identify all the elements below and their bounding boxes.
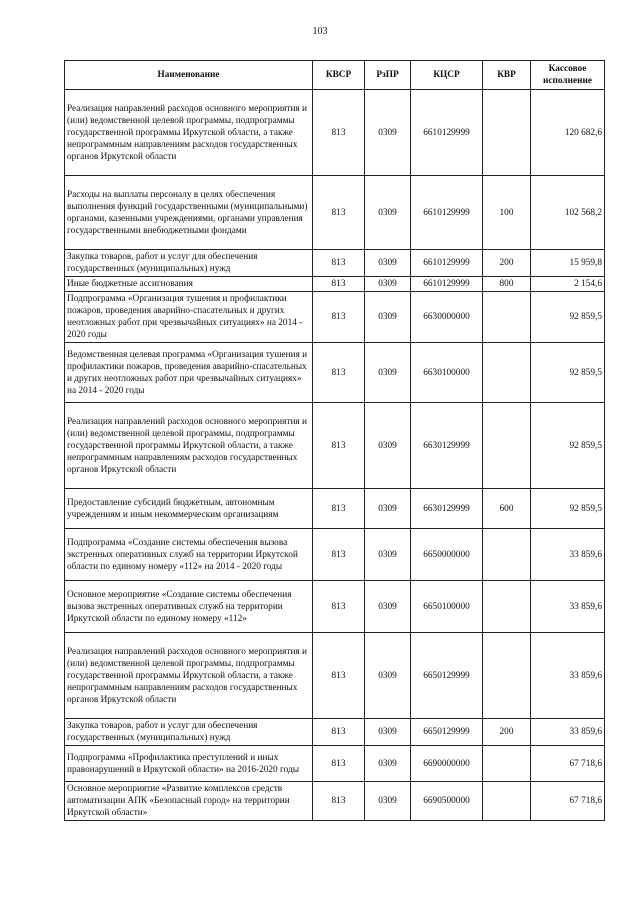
header-name: Наименование — [65, 61, 313, 90]
row-rzpr: 0309 — [365, 403, 411, 489]
row-name: Закупка товаров, работ и услуг для обеспечения государственных (муниципальных) нужд — [65, 250, 313, 277]
row-name: Иные бюджетные ассигнования — [65, 277, 313, 292]
row-name: Основное мероприятие «Создание системы обеспечения вызова экстренных оперативных служб на территории Иркутской области по единому номеру «112» — [65, 581, 313, 633]
row-kvsr: 813 — [313, 403, 365, 489]
header-kcsr: КЦСР — [411, 61, 483, 90]
table-row — [65, 277, 605, 292]
row-rzpr: 0309 — [365, 292, 411, 343]
row-kvsr: 813 — [313, 633, 365, 719]
row-kvsr: 813 — [313, 277, 365, 292]
row-rzpr: 0309 — [365, 343, 411, 403]
table-row — [65, 489, 605, 529]
row-sum: 67 718,6 — [531, 746, 605, 782]
row-sum: 92 859,5 — [531, 403, 605, 489]
row-name: Реализация направлений расходов основного мероприятия и (или) ведомственной целевой программы, подпрограммы государственной программы Иркутской области, а также непрограммным направлениям расходов государственных органов Иркутской области — [65, 90, 313, 176]
table-row — [65, 176, 605, 250]
row-rzpr: 0309 — [365, 176, 411, 250]
table-row — [65, 250, 605, 277]
table-row — [65, 403, 605, 489]
table-row — [65, 633, 605, 719]
table-row — [65, 529, 605, 581]
row-rzpr: 0309 — [365, 633, 411, 719]
row-name: Закупка товаров, работ и услуг для обеспечения государственных (муниципальных) нужд — [65, 719, 313, 746]
row-sum: 33 859,6 — [531, 581, 605, 633]
row-sum: 33 859,6 — [531, 633, 605, 719]
row-kvr — [483, 292, 531, 343]
row-kcsr: 6630129999 — [411, 489, 483, 529]
row-kvr — [483, 529, 531, 581]
row-kcsr: 6630000000 — [411, 292, 483, 343]
row-kcsr: 6630129999 — [411, 403, 483, 489]
table-row — [65, 581, 605, 633]
table-row — [65, 782, 605, 821]
table-header-row — [65, 61, 605, 90]
row-kvsr: 813 — [313, 343, 365, 403]
table-row — [65, 292, 605, 343]
page-number: 103 — [312, 26, 328, 37]
row-kvr: 200 — [483, 250, 531, 277]
row-name: Реализация направлений расходов основного мероприятия и (или) ведомственной целевой программы, подпрограммы государственной программы Иркутской области, а также непрограммным направлениям расходов государственных органов Иркутской области — [65, 403, 313, 489]
row-rzpr: 0309 — [365, 782, 411, 821]
row-kvsr: 813 — [313, 746, 365, 782]
row-kcsr: 6610129999 — [411, 277, 483, 292]
row-sum: 2 154,6 — [531, 277, 605, 292]
row-sum: 67 718,6 — [531, 782, 605, 821]
row-name: Реализация направлений расходов основного мероприятия и (или) ведомственной целевой программы, подпрограммы государственной программы Иркутской области, а также непрограммным направлениям расходов государственных органов Иркутской области — [65, 633, 313, 719]
row-kcsr: 6650100000 — [411, 581, 483, 633]
row-kvr — [483, 403, 531, 489]
row-kvr — [483, 633, 531, 719]
row-kvsr: 813 — [313, 90, 365, 176]
row-kvsr: 813 — [313, 581, 365, 633]
row-kvr: 800 — [483, 277, 531, 292]
row-sum: 92 859,5 — [531, 292, 605, 343]
row-rzpr: 0309 — [365, 581, 411, 633]
row-rzpr: 0309 — [365, 250, 411, 277]
table-row — [65, 719, 605, 746]
header-rzpr: РзПР — [365, 61, 411, 90]
row-sum: 33 859,6 — [531, 529, 605, 581]
row-kvsr: 813 — [313, 782, 365, 821]
row-kvr: 600 — [483, 489, 531, 529]
table-row — [65, 343, 605, 403]
row-name: Подпрограмма «Создание системы обеспечения вызова экстренных оперативных служб на территории Иркутской области по единому номеру «112» на 2014 - 2020 годы — [65, 529, 313, 581]
row-kvr — [483, 343, 531, 403]
row-kvsr: 813 — [313, 250, 365, 277]
row-kcsr: 6610129999 — [411, 176, 483, 250]
row-name: Подпрограмма «Профилактика преступлений и иных правонарушений в Иркутской области» на 2016-2020 годы — [65, 746, 313, 782]
table-row — [65, 90, 605, 176]
row-name: Предоставление субсидий бюджетным, автономным учреждениям и иным некоммерческим организациям — [65, 489, 313, 529]
row-rzpr: 0309 — [365, 719, 411, 746]
row-name: Расходы на выплаты персоналу в целях обеспечения выполнения функций государственными (муниципальными) органами, казенными учреждениями, органами управления государственными внебюджетными фондами — [65, 176, 313, 250]
row-kvr — [483, 746, 531, 782]
row-kvsr: 813 — [313, 489, 365, 529]
row-kvsr: 813 — [313, 292, 365, 343]
row-kcsr: 6690000000 — [411, 746, 483, 782]
row-kvr — [483, 581, 531, 633]
row-kvsr: 813 — [313, 719, 365, 746]
row-kcsr: 6650129999 — [411, 719, 483, 746]
row-rzpr: 0309 — [365, 277, 411, 292]
row-rzpr: 0309 — [365, 529, 411, 581]
row-name: Ведомственная целевая программа «Организация тушения и профилактики пожаров, проведения аварийно-спасательных и других неотложных работ при чрезвычайных ситуациях» на 2014 - 2020 годы — [65, 343, 313, 403]
table-row — [65, 746, 605, 782]
row-rzpr: 0309 — [365, 489, 411, 529]
row-kcsr: 6610129999 — [411, 90, 483, 176]
row-kvr: 100 — [483, 176, 531, 250]
header-sum: Кассовое исполнение — [531, 61, 605, 90]
row-rzpr: 0309 — [365, 746, 411, 782]
row-kcsr: 6650000000 — [411, 529, 483, 581]
row-kcsr: 6610129999 — [411, 250, 483, 277]
budget-table — [64, 60, 605, 821]
row-kvr — [483, 90, 531, 176]
header-kvr: КВР — [483, 61, 531, 90]
row-sum: 92 859,5 — [531, 489, 605, 529]
row-kcsr: 6650129999 — [411, 633, 483, 719]
header-kvsr: КВСР — [313, 61, 365, 90]
row-sum: 15 959,8 — [531, 250, 605, 277]
row-kvsr: 813 — [313, 529, 365, 581]
row-sum: 92 859,5 — [531, 343, 605, 403]
row-kvr: 200 — [483, 719, 531, 746]
row-name: Подпрограмма «Организация тушения и профилактики пожаров, проведения аварийно-спасательных и других неотложных работ при чрезвычайных ситуациях» на 2014 - 2020 годы — [65, 292, 313, 343]
row-sum: 102 568,2 — [531, 176, 605, 250]
row-kvr — [483, 782, 531, 821]
row-kcsr: 6690500000 — [411, 782, 483, 821]
row-sum: 33 859,6 — [531, 719, 605, 746]
row-rzpr: 0309 — [365, 90, 411, 176]
row-name: Основное мероприятие «Развитие комплексов средств автоматизации АПК «Безопасный город» на территории Иркутской области» — [65, 782, 313, 821]
row-sum: 120 682,6 — [531, 90, 605, 176]
row-kvsr: 813 — [313, 176, 365, 250]
row-kcsr: 6630100000 — [411, 343, 483, 403]
